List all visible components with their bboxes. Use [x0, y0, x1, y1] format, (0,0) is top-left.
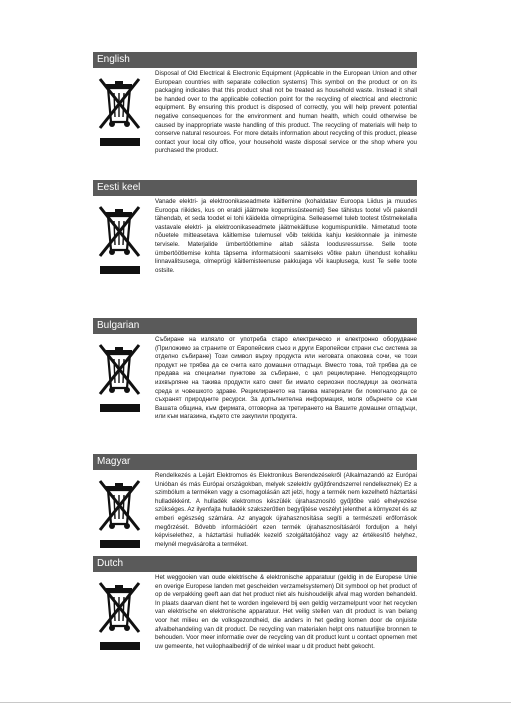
weee-bin-logo: [97, 76, 145, 146]
section-bulgarian: [93, 318, 417, 458]
section-heading: Dutch: [93, 556, 417, 572]
black-bar: [100, 642, 140, 650]
black-bar: [100, 540, 140, 548]
section-heading: English: [93, 52, 417, 68]
section-magyar: [93, 454, 417, 570]
crossed-bin-icon: [97, 204, 143, 260]
black-bar: [100, 404, 140, 412]
section-text: Het weggooien van oude elektrische & elektronische apparatuur (geldig in de Europese Unie en overige Europese landen met gescheiden verzamelsystemen) Dit symbool op het product of op de verpakking geeft aan dat het product niet als huishoudelijk afval mag worden behandeld. In plaats daarvan dient het te worden ingeleverd bij een geldig verzamelpunt voor het recyclen van elektrische en elektronische apparatuur. Het veilig stellen van dit product is van belang voor het milieu en de volksgezondheid, die anders in het geding komen door de onjuiste afvalbehandeling van dit product. De recycling van materialen helpt ons natuurlijke bronnen te behouden. Voor meer informatie over de recycling van dit product kunt u contact opnemen met uw gemeente, het vuilophaalbedrijf of de winkel waar u dit product hebt gekocht.: [155, 574, 417, 650]
section-english: [93, 52, 417, 176]
section-eesti-keel: [93, 180, 417, 316]
section-heading: Magyar: [93, 454, 417, 470]
weee-bin-logo: [97, 478, 145, 548]
crossed-bin-icon: [97, 580, 143, 636]
section-dutch: [93, 556, 417, 700]
section-heading: Bulgarian: [93, 318, 417, 334]
weee-bin-logo: [97, 580, 145, 650]
weee-bin-logo: [97, 342, 145, 412]
crossed-bin-icon: [97, 76, 143, 132]
black-bar: [100, 138, 140, 146]
section-heading: Eesti keel: [93, 180, 417, 196]
section-text: Disposal of Old Electrical & Electronic Equipment (Applicable in the European Union and other European countries with separate collection systems) This symbol on the product or on its packaging indicates that this product shall not be treated as household waste. Instead it shall be handed over to the applicable collection point for the recycling of electrical and electronic equipment. By ensuring this product is disposed of correctly, you will help prevent potential negative consequences for the environment and human health, which could otherwise be caused by inappropriate waste handling of this product. The recycling of materials will help to conserve natural resources. For more details information about recycling of this product, please contact your local city office, your household waste disposal service or the shop where you purchased the product.: [155, 70, 417, 155]
section-text: Vanade elektri- ja elektroonikaseadmete käitlemine (kohaldatav Euroopa Liidus ja muudes Euroopa riikides, kus on eraldi jäätmete kogumissüsteemid) See tähistus tootel või pakendil tähendab, et seda toodet ei tohi käidelda olmeprügina. Selleasemel tuleb tootest tõstmekelalla vastavale elektri- ja elektroonikaseadmete jäätmekäitluse kogumispunktile. Nimetatud toote nõuetele mitteasetava käitlemise tulemusel võib tekkida kahju keskkonnale ja inimeste tervisele. Materjalide ümbertöötlemine aitab säästa loodusressursse. Selle toote ümbertöötlemise kohta täpsema informatsiooni saamiseks võtke palun ühendust kohaliku linnavalitsusega, olmeprügi käitlemisteenuse pakkujaga või kauplusega, kust Te selle toote ostsite.: [155, 198, 417, 274]
crossed-bin-icon: [97, 478, 143, 534]
section-text: Rendelkezés a Lejárt Elektromos és Elektronikus Berendezésekről (Alkalmazandó az Európai Unióban és más Európai országokban, melyek szelektív gyűjtőrendszerrel rendelkeznek) Ez a szimbólum a terméken vagy a csomagolásán azt jelzi, hogy a termék nem kezelhető háztartási hulladékként. A hulladék elektromos készülék újrahasznosító gyűjtőbe való elhelyezése szükséges. Az ilyenfajta hulladék szakszerűtlen begyűjtése veszélyt jelenthet a környezet és az emberi egészség számára. Az anyagok újrahasznosítása segíti a természeti erőforrások megőrzését. Bővebb információért ezen termék újrahasznosításáról forduljon a helyi képviselethez, a háztartási hulladék kezelő szolgáltatójához vagy az értékesítő helyhez, melynél megvásárolta a terméket.: [155, 472, 417, 548]
page-bottom-rule: [0, 702, 511, 703]
weee-bin-logo: [97, 204, 145, 274]
crossed-bin-icon: [97, 342, 143, 398]
section-text: Събиране на излязло от употреба старо електрическо и електронно оборудване (Приложимо за страните от Европейския съюз и други Европейски страни със система за отделно събиране) Този символ върху продукта или неговата опаковка сочи, че този продукт не трябва да се счита като домашни отпадъци. Вместо това, той трябва да се предава на специални пунктове за събиране, с цел рециклиране. Неподходящото изхвърляне на такива продукти като смет би имало сериозни последици за околната среда и човешкото здраве. Рециклирането на такива материали би помогнало да се съхранят природните ресурси. За допълнителна информация, моля обърнете се към Вашата община, към фирмата, отговорна за третирането на Вашите домашни отпадъци, или към магазина, където сте закупили продукта.: [155, 336, 417, 421]
black-bar: [100, 266, 140, 274]
